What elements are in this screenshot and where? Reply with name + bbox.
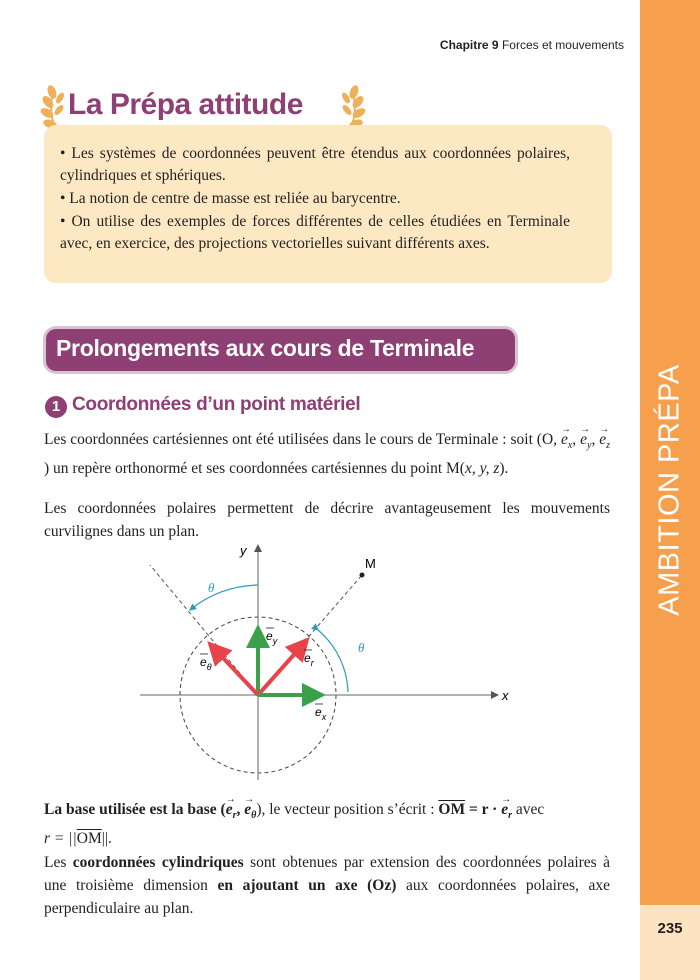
section-title: Prolongements aux cours de Terminale [56,335,475,361]
chapter-header [440,38,624,52]
chapter-title: Forces et mouvements [501,38,624,52]
theta-arc-right [318,630,348,692]
y-axis-label: y [240,543,247,558]
theta-label-top: θ [208,580,215,595]
theta-arc-top [190,585,258,610]
prepa-bullet-1: • Les systèmes de coordonnées peuvent être étendus aux coordonnées polaires, cylindriques et sphériques. [60,145,570,184]
paragraph-polar: Les coordonnées polaires permettent de décrire avantageusement les mouvements curvilignes dans un plan. [44,500,610,540]
polar-diagram [140,540,520,785]
theta-label-right: θ [358,640,365,655]
chapter-label: Chapitre 9 [439,38,499,52]
side-band-label: AMBITION PRÉPA [653,364,686,616]
prepa-title: La Prépa attitude [68,88,303,121]
point-m [360,573,365,578]
page-number: 235 [657,920,683,937]
vector-etheta [210,644,258,695]
vector-er [258,640,307,695]
paragraph-cylindrical: Les coordonnées cylindriques sont obtenues par extension des coordonnées polaires à une troisième dimension en ajoutant un axe (Oz) aux coordonnées polaires, axe perpendiculaire au plan. [44,854,611,917]
prepa-bullet-3: • On utilise des exemples de forces différentes de celles étudiées en Terminale avec, en exercice, des projections vectorielles suivant différents axes. [60,213,570,252]
paragraph-cartesian: Les coordonnées cartésiennes ont été utilisées dans le cours de Terminale : soit (O, → $e_x$, → $e_y$, → $e_z$) un repère orthonormé et ses coordonnées cartésiennes du point M(x, y, z). [44,428,610,480]
page-number-box [640,905,700,980]
subsection-number: 1 [45,396,67,418]
label-ey: $e_y$ [266,629,278,646]
subsection-title: Coordonnées d’un point matériel [72,394,361,415]
point-m-label: M [365,556,376,571]
paragraph-base: La base utilisée est la base (→ $e_r$, → $e_\theta$), le vecteur position s’écrit : $\overline{OM} = r$ · → $e_r$ avec $r = ||\overline{OM}||$. [44,798,610,850]
label-ex: $e_x$ [315,705,327,722]
label-etheta: $e_\theta$ [200,655,212,672]
x-axis-label: x [502,688,509,703]
label-er: $e_r$ [304,651,314,668]
prepa-bullet-2: • La notion de centre de masse est reliée au barycentre. [60,190,401,207]
